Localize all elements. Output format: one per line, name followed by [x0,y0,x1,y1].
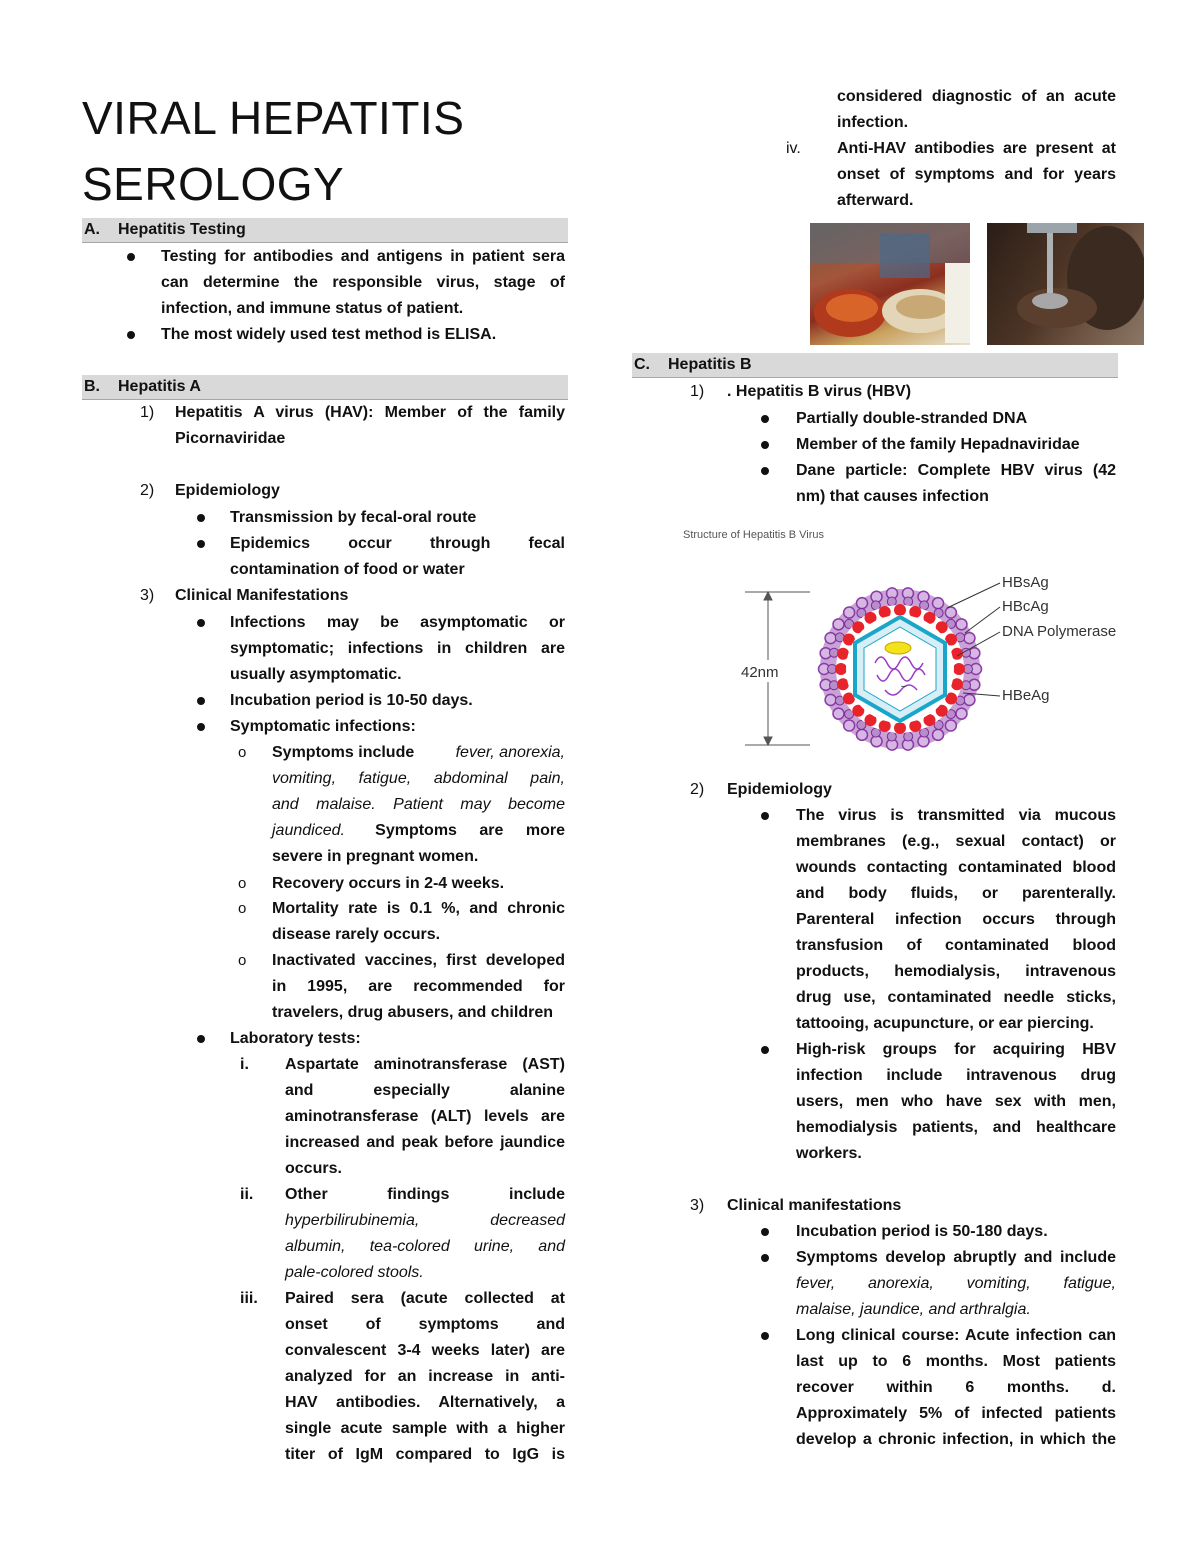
surface-protein [833,619,844,630]
core-protein [894,604,906,616]
list-item: Member of the family Hepadnaviridae [796,436,1080,453]
circle-bullet-icon: o [238,952,247,969]
section-letter: A. [84,221,100,238]
list-item: Incubation period is 50-180 days. [796,1223,1048,1240]
bullet-icon [197,723,205,731]
list-item: Partially double-stranded DNA [796,410,1028,427]
list-item: onset of symptoms and for years [837,166,1116,183]
list-item: nm) that causes infection [796,488,989,505]
core-protein [953,663,965,675]
street-food-illustration [810,223,970,345]
page-title [82,88,464,214]
list-item: The virus is transmitted via mucous [796,807,1116,824]
roman-numeral: iv. [786,140,801,157]
list-item: The most widely used test method is ELISA. [161,326,497,343]
surface-protein [825,633,836,644]
item-number: 2) [140,482,155,499]
list-item: infection, and immune status of patient. [161,300,464,317]
list-item: last up to 6 months. Most patients [796,1353,1116,1370]
surface-protein [844,720,855,731]
drinking-water-illustration [987,223,1144,345]
list-item: Recovery occurs in 2-4 weeks. [272,875,505,892]
list-item: recover within 6 months. d. [796,1379,1116,1396]
list-item: disease rarely occurs. [272,926,441,943]
list-item: tattooing, acupuncture, or ear piercing. [796,1015,1094,1032]
bullet-icon [761,415,769,423]
list-item: workers. [796,1145,862,1162]
list-item: convalescent 3-4 weeks later) are [285,1342,565,1359]
list-item: users, men who have sex with men, [796,1093,1116,1110]
figure-caption: Structure of Hepatitis B Virus [683,529,825,541]
item-number: 3) [690,1197,705,1214]
bullet-icon [197,514,205,522]
item-number: 1) [690,383,705,400]
surface-protein [857,729,868,740]
list-item: infection. [837,114,909,131]
section-heading: Hepatitis Testing [118,221,246,238]
label-hbsag: HBsAg [1002,574,1049,591]
surface-protein [945,607,956,618]
roman-numeral: ii. [240,1186,254,1203]
list-item: Symptoms develop abruptly and include [796,1249,1116,1266]
item-label: Epidemiology [727,781,832,798]
list-item: Transmission by fecal-oral route [230,509,477,526]
list-item: afterward. [837,192,914,209]
list-item [272,740,565,766]
list-item: membranes (e.g., sexual contact) or [796,833,1116,850]
label-hbcag: HBcAg [1002,598,1049,615]
item-number: 1) [140,404,155,421]
bullet-icon [197,697,205,705]
list-item: in 1995, are recommended for [272,978,565,995]
list-item: Approximately 5% of infected patients [796,1405,1116,1422]
list-item: increased and peak before jaundice [285,1134,565,1151]
surface-protein [945,720,956,731]
list-item: Aspartate aminotransferase (AST) [285,1056,565,1073]
list-item: Laboratory tests: [230,1030,361,1047]
surface-protein [933,729,944,740]
list-item: and malaise. Patient may become [272,796,565,813]
section-c-header [632,353,1118,378]
list-item [272,818,565,844]
list-item: titer of IgM compared to IgG is [285,1446,565,1463]
envelope-lipid [887,732,896,741]
circle-bullet-icon: o [238,875,247,892]
label-dna-polymerase: DNA Polymerase [1002,623,1117,640]
list-item: High-risk groups for acquiring HBV [796,1041,1116,1058]
text-run: fever, anorexia, [455,744,565,761]
bullet-icon [197,619,205,627]
list-item: HAV antibodies. Alternatively, a [285,1394,565,1411]
list-item: considered diagnostic of an acute [837,88,1116,105]
list-item: fever, anorexia, vomiting, fatigue, [796,1275,1116,1292]
bullet-icon [761,812,769,820]
bullet-icon [761,1228,769,1236]
item-label: Clinical Manifestations [175,587,349,604]
list-item: usually asymptomatic. [230,666,402,683]
bullet-icon [761,1254,769,1262]
title-line-1: VIRAL HEPATITIS [82,92,465,144]
bullet-icon [197,540,205,548]
circle-bullet-icon: o [238,744,247,761]
envelope-lipid [904,597,913,606]
surface-protein [964,633,975,644]
text-run: Symptoms are more [375,822,565,839]
envelope-lipid [887,597,896,606]
section-letter: C. [634,356,650,373]
item-label: . Hepatitis B virus (HBV) [727,383,912,400]
list-item: albumin, tea-colored urine, and [285,1238,565,1255]
svg-text:–: – [901,681,907,692]
list-item: infection include intravenous drug [796,1067,1116,1084]
list-item: Symptomatic infections: [230,718,416,735]
list-item: products, hemodialysis, intravenous [796,963,1116,980]
list-item: single acute sample with a higher [285,1420,565,1437]
section-b-header [82,375,568,400]
bullet-icon [761,1046,769,1054]
list-item: Parenteral infection occurs through [796,911,1116,928]
section-a-header [82,218,568,243]
list-item: and body fluids, or parenterally. [796,885,1116,902]
list-item: Inactivated vaccines, first developed [272,952,565,969]
list-item: severe in pregnant women. [272,848,479,865]
list-item: develop a chronic infection, in which the [796,1431,1116,1448]
list-item: vomiting, fatigue, abdominal pain, [272,770,565,787]
list-item: analyzed for an increase in anti- [285,1368,565,1385]
surface-protein [956,619,967,630]
list-item: malaise, jaundice, and arthralgia. [796,1301,1031,1318]
list-item: Incubation period is 10-50 days. [230,692,473,709]
circle-bullet-icon: o [238,900,247,917]
bullet-icon [197,1035,205,1043]
item-label: Epidemiology [175,482,280,499]
list-item: occurs. [285,1160,342,1177]
hbv-structure-diagram [735,565,1155,755]
list-item: Infections may be asymptomatic or [230,614,565,631]
surface-protein [825,694,836,705]
list-item: hemodialysis patients, and healthcare [796,1119,1116,1136]
list-item: wounds contacting contaminated blood [796,859,1116,876]
list-item: contamination of food or water [230,561,465,578]
surface-protein [833,708,844,719]
dna-polymerase-marker [885,642,911,654]
list-item: Picornaviridae [175,430,286,447]
list-item: can determine the responsible virus, stage of [161,274,565,291]
bullet-icon [761,1332,769,1340]
list-item: hyperbilirubinemia, decreased [285,1212,565,1229]
list-item: symptomatic; infections in children are [230,640,565,657]
list-item: transfusion of contaminated blood [796,937,1116,954]
surface-protein [844,607,855,618]
surface-protein [956,708,967,719]
list-item: pale-colored stools. [285,1264,424,1281]
list-item: Anti-HAV antibodies are present at [837,140,1116,157]
list-item: Paired sera (acute collected at [285,1290,565,1307]
list-item: drug use, contaminated needle sticks, [796,989,1116,1006]
core-protein [894,722,906,734]
roman-numeral: i. [240,1056,249,1073]
section-heading: Hepatitis B [668,356,752,373]
roman-numeral: iii. [240,1290,258,1307]
list-item: Testing for antibodies and antigens in patient sera [161,248,565,265]
list-item: travelers, drug abusers, and children [272,1004,553,1021]
envelope-lipid [904,732,913,741]
bullet-icon [127,331,135,339]
street-food-photo [810,223,970,345]
list-item: Hepatitis A virus (HAV): Member of the family [175,404,565,421]
item-number: 2) [690,781,705,798]
list-item: aminotransferase (ALT) levels are [285,1108,565,1125]
label-hbeag: HBeAg [1002,687,1050,704]
item-number: 3) [140,587,155,604]
list-item: Long clinical course: Acute infection can [796,1327,1116,1344]
text-run: jaundiced. [272,822,345,839]
text-run: Symptoms include [272,744,415,761]
size-label: 42nm [741,664,779,681]
surface-protein [857,598,868,609]
bullet-icon [127,253,135,261]
list-item: and especially alanine [285,1082,565,1099]
section-letter: B. [84,378,100,395]
surface-protein [964,694,975,705]
bullet-icon [761,441,769,449]
surface-protein [933,598,944,609]
bullet-icon [761,467,769,475]
list-item: Dane particle: Complete HBV virus (42 [796,462,1116,479]
list-item: Other findings include [285,1186,565,1203]
item-label: Clinical manifestations [727,1197,902,1214]
list-item: onset of symptoms and [285,1316,565,1333]
section-heading: Hepatitis A [118,378,201,395]
core-protein [835,663,847,675]
title-line-2: SEROLOGY [82,158,345,210]
drinking-water-photo [987,223,1144,345]
list-item: Mortality rate is 0.1 %, and chronic [272,900,565,917]
list-item: Epidemics occur through fecal [230,535,565,552]
